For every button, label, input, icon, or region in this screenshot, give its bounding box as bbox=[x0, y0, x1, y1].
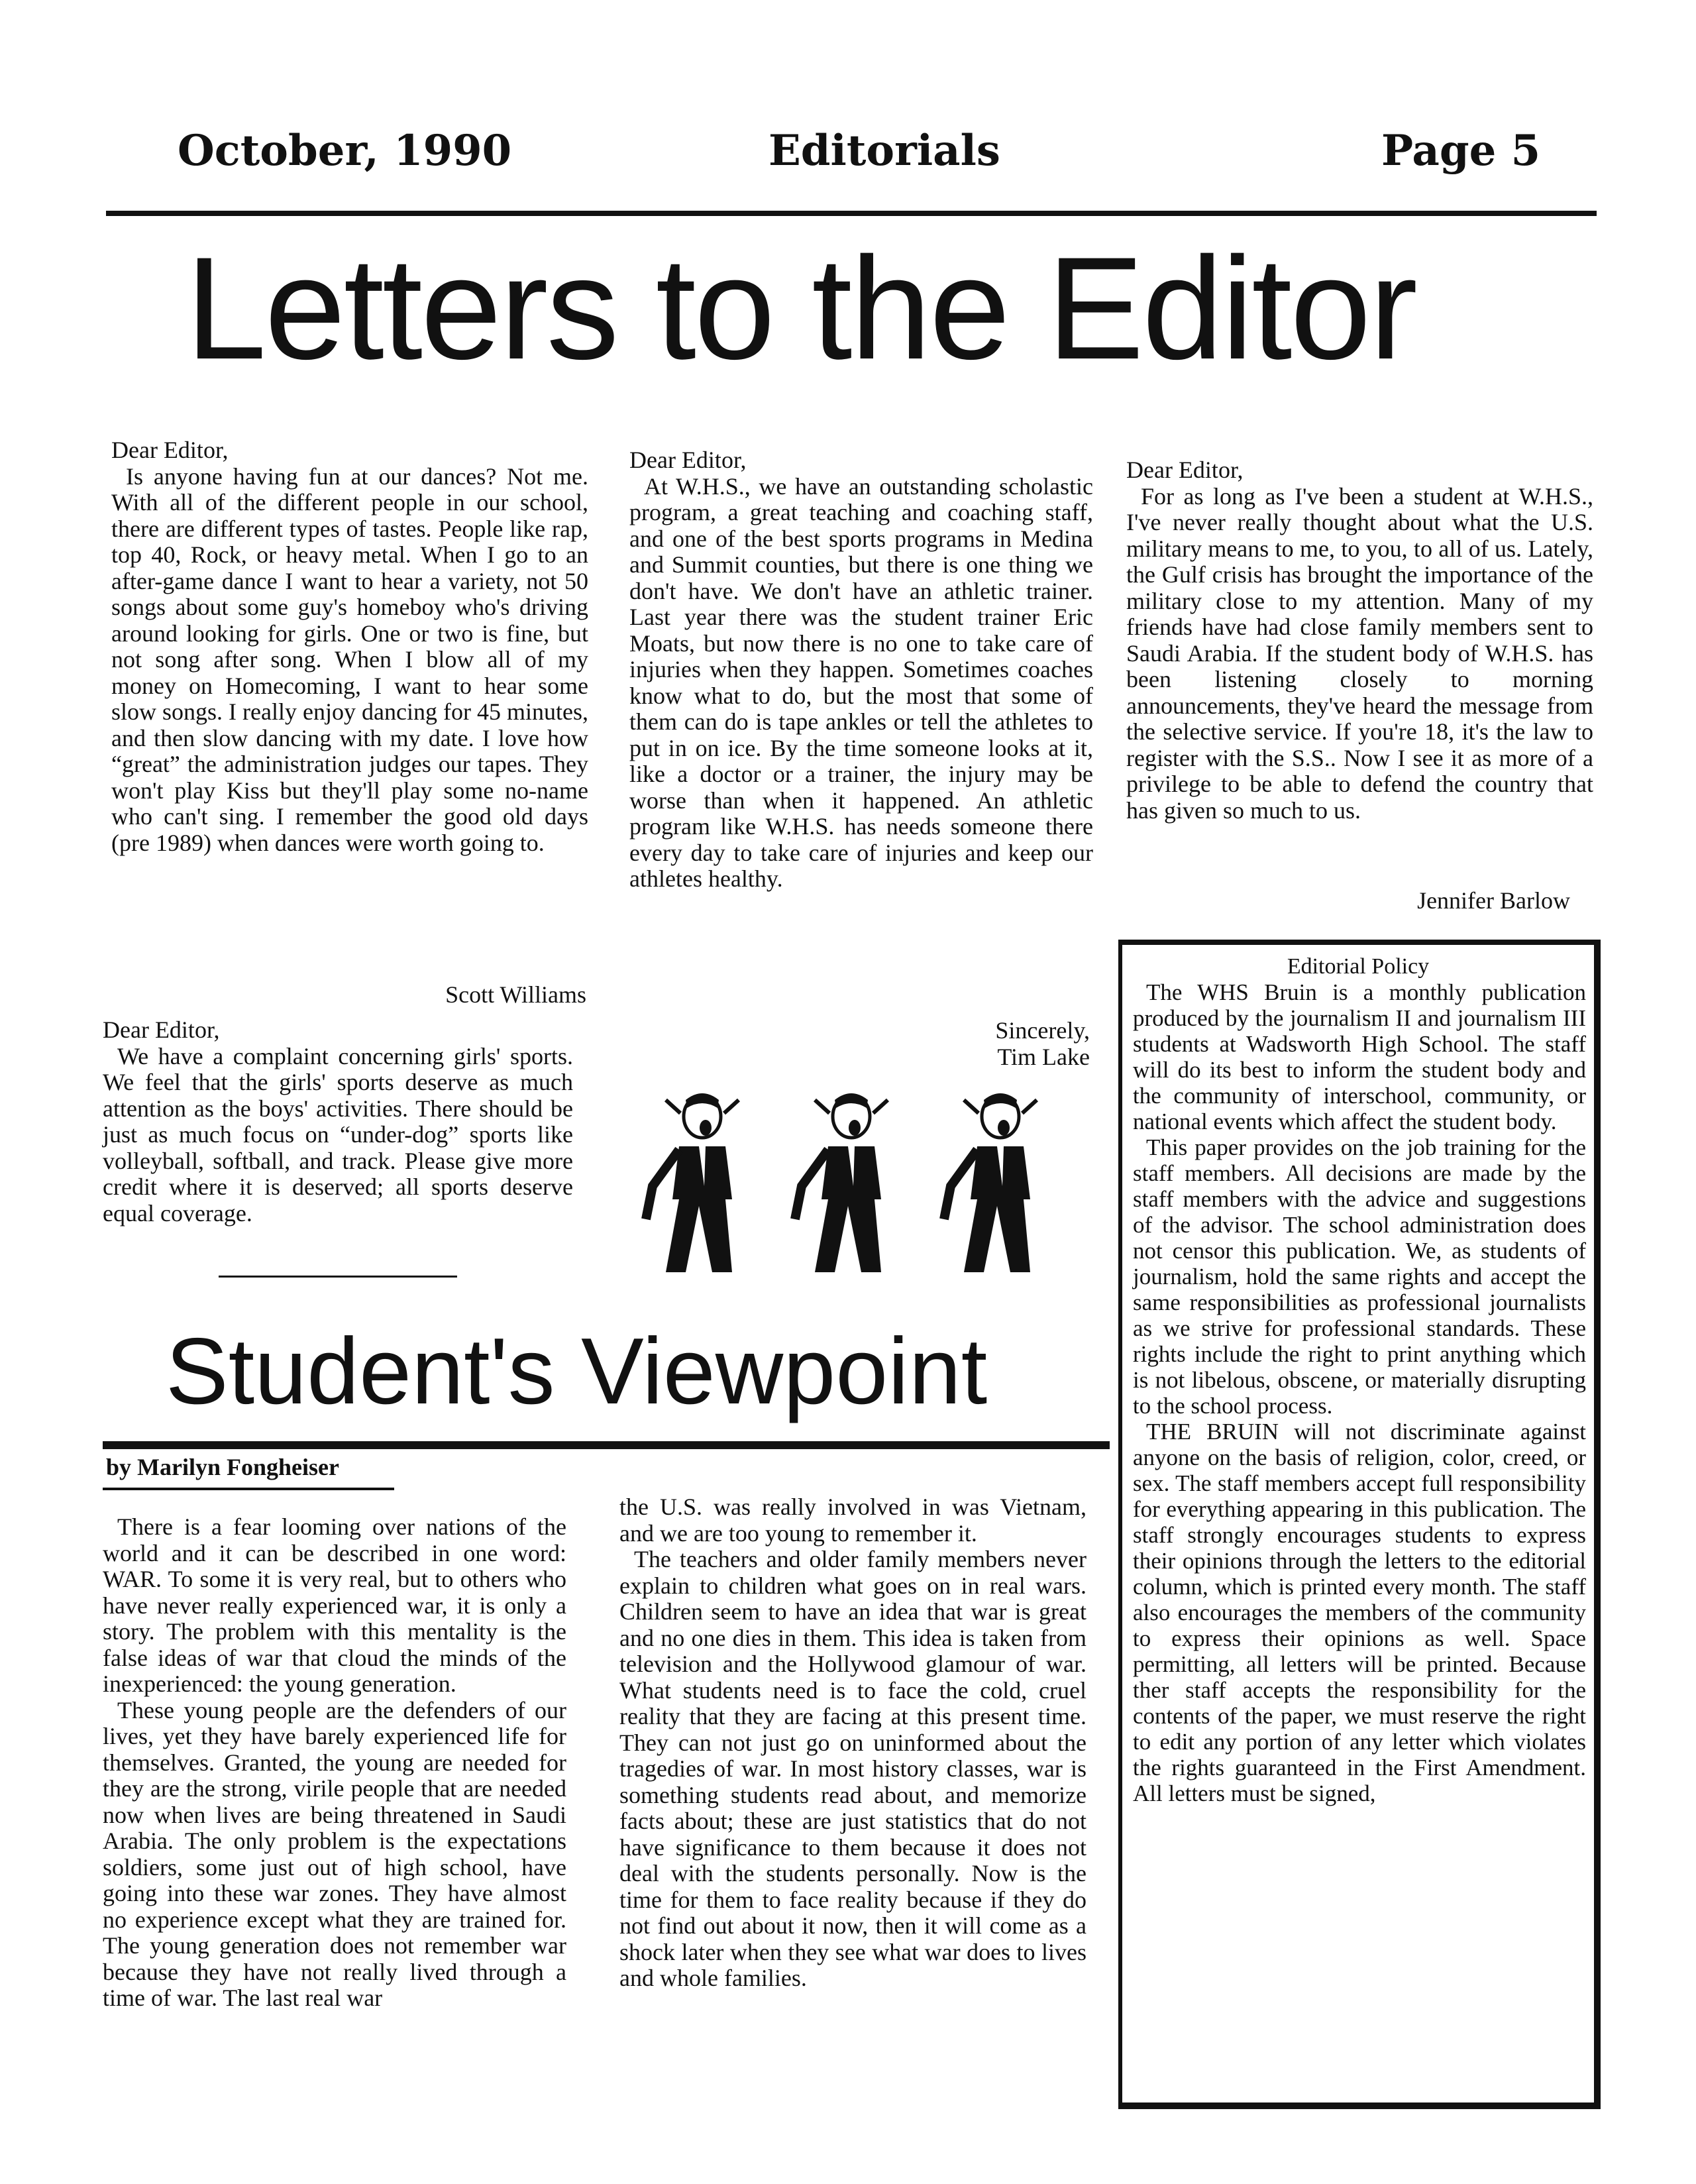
shouting-men-illustration bbox=[626, 1087, 1083, 1285]
letter-body: For as long as I've been a student at W.H.S., I've never really thought about what the U.S. military means to me, to you, to all of us. Lately, the Gulf crisis has brought the importance of the military close to my attention. Many of my friends have had close family members sent to Saudi Arabia. If the student body of W.H.S. has been listening closely to morning announcements, they've heard the message from the selective service. If you're 18, it's the law to register with the S.S.. Now I see it as more of a privilege to be able to defend the country that has given so much to us. bbox=[1126, 482, 1593, 824]
letter-closing: Sincerely, bbox=[995, 1017, 1090, 1044]
byline-rule bbox=[103, 1488, 394, 1490]
viewpoint-rule bbox=[103, 1441, 1110, 1449]
letter-girls-sports bbox=[103, 1017, 573, 1227]
letter-divider bbox=[219, 1276, 457, 1278]
viewpoint-headline: Student's Viewpoint bbox=[166, 1319, 988, 1424]
policy-paragraph: THE BRUIN will not discriminate against anyone on the basis of religion, color, creed, or sex. The staff members accept full responsibility for everything appearing in this publication. The staff strongly encourages students to express their opinions through the letters to the editorial column, which is printed every month. The staff also encourages the members of the community to express their opinions as well. Space permitting, all letters will be printed. Because ther staff accepts the responsibility for the contents of the paper, we must reserve the right to edit any portion of any letter which violates the rights guaranteed in the First Amendment. All letters must be signed, bbox=[1133, 1419, 1586, 1806]
letter-salutation: Dear Editor, bbox=[103, 1016, 220, 1043]
letter-closing-block bbox=[928, 1017, 1090, 1070]
letter-body: Is anyone having fun at our dances? Not me. With all of the different people in our school, there are different types of tastes. People like rap, top 40, Rock, or heavy metal. When I go to an after-game dance I want to hear a variety, not 50 songs about some guy's homeboy who's driving around looking for girls. One or two is fine, but not song after song. When I blow all of my money on Homecoming, I want to hear some slow songs. I really enjoy dancing for 45 minutes, and then slow dancing with my date. I love how “great” the administration judges our tapes. They won't play Kiss but they'll play some no-name who can't sing. I remember the good old days (pre 1989) when dances were worth going to. bbox=[111, 463, 588, 856]
masthead-date: October, 1990 bbox=[178, 126, 512, 176]
letter-signature: Scott Williams bbox=[445, 981, 586, 1008]
editorial-policy-text bbox=[1122, 979, 1594, 1806]
letter-body: We have a complaint concerning girls' sports. We feel that the girls' sports deserve as much attention as the boys' activities. There should be just as much focus on “under-dog” sports like volleyball, softball, and track. Please give more credit where it is deserved; all sports deserve equal coverage. bbox=[103, 1042, 573, 1227]
viewpoint-paragraph: The teachers and older family members never explain to children what goes on in real wars. Children seem to have an idea that war is great and no one dies in them. This idea is taken from television and the Hollywood glamour of war. What students need is to face the cold, cruel reality that they are facing at this present time. They can not just go on uninformed about the tragedies of war. In most history classes, war is something students read about, and memorize facts about; these are just statistics that do not have significance to them because it does not deal with the students personally. Now is the time for them to face reality because if they do not find out about it now, then it will come as a shock later when they see what war does to lives and whole families. bbox=[619, 1546, 1086, 1991]
masthead-page: Page 5 bbox=[1381, 126, 1541, 176]
letter-salutation: Dear Editor, bbox=[629, 447, 747, 473]
policy-paragraph: This paper provides on the job training for the staff members. All decisions are made by the staff members with the advice and suggestions of the advisor. The school administration does not censor this publication. We, as students of journalism, hold the same rights and accept the same responsibilities as professional journalists as we strive for professional standards. These rights include the right to print anything which is not libelous, obscene, or materially disrupting to the school process. bbox=[1133, 1134, 1586, 1419]
viewpoint-paragraph: These young people are the defenders of our lives, yet they have barely experienced life for themselves. Granted, the young are needed for they are the strong, virile people that are needed now when lives are being threatened in Saudi Arabia. The only problem is the expectations soldiers, some just out of high school, have going into these war zones. They have almost no experience except what they are trained for. The young generation does not remember war because they have not really lived through a time of war. The last real war bbox=[103, 1696, 566, 2011]
letter-salutation: Dear Editor, bbox=[1126, 457, 1244, 483]
letter-signature: Tim Lake bbox=[997, 1044, 1090, 1070]
masthead-rule bbox=[106, 211, 1597, 216]
viewpoint-paragraph: the U.S. was really involved in was Vietnam, and we are too young to remember it. bbox=[619, 1494, 1086, 1547]
letter-scott-williams bbox=[111, 437, 588, 856]
shouting-man-icon bbox=[944, 1093, 1037, 1272]
shouting-man-icon bbox=[795, 1093, 888, 1272]
policy-paragraph: The WHS Bruin is a monthly publication produced by the journalism II and journalism III students at Wadsworth High School. The staff will do its best to inform the student body and the community of interschool, community, or national events which affect the student body. bbox=[1133, 979, 1586, 1134]
viewpoint-column-1 bbox=[103, 1514, 566, 2012]
editorial-policy-title: Editorial Policy bbox=[1287, 954, 1430, 979]
letter-jennifer-barlow bbox=[1126, 457, 1593, 824]
masthead-section: Editorials bbox=[768, 126, 1000, 176]
editorial-policy-box bbox=[1118, 940, 1601, 2109]
viewpoint-column-2 bbox=[619, 1494, 1086, 1992]
letter-tim-lake bbox=[629, 447, 1093, 893]
viewpoint-paragraph: There is a fear looming over nations of the world and it can be described in one word: WAR. To some it is very real, but to others who have never really experienced war, it is only a story. The problem with this mentality is the false ideas of war that cloud the minds of the inexperienced: the young generation. bbox=[103, 1513, 566, 1697]
main-headline: Letters to the Editor bbox=[186, 227, 1416, 390]
letter-signature: Jennifer Barlow bbox=[1417, 887, 1570, 914]
viewpoint-byline: by Marilyn Fongheiser bbox=[106, 1454, 339, 1480]
letter-salutation: Dear Editor, bbox=[111, 437, 229, 463]
shouting-man-icon bbox=[646, 1093, 739, 1272]
letter-body: At W.H.S., we have an outstanding scholastic program, a great teaching and coaching staff, and one of the best sports programs in Medina and Summit counties, but there is one thing we don't have. We don't have an athletic trainer. Last year there was the student trainer Eric Moats, but now there is no one to take care of injuries when they happen. Sometimes coaches know what to do, but the most that some of them can do is tape ankles or tell the athletes to put in on ice. By the time someone looks at it, like a doctor or a trainer, the injury may be worse than when it happened. An athletic program like W.H.S. has needs someone there every day to take care of injuries and keep our athletes healthy. bbox=[629, 472, 1093, 892]
